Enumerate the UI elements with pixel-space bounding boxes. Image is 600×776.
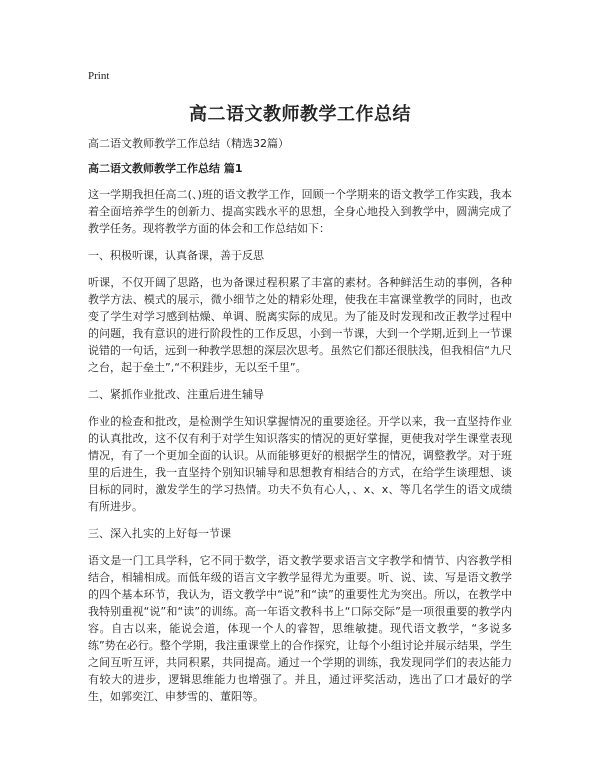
print-link[interactable]: Print	[88, 70, 110, 82]
heading-homework: 二、紧抓作业批改、注重后进生辅导	[88, 388, 264, 401]
paragraph-lessons: 语文是一门工具学科，它不同于数学，语文教学要求语言文字教学和情节、内容教学相结合，相辅相成。而低年级的语言文字教学显得尤为重要。听、说、读、写是语文教学的四个基本环节，我认为，语文教学中“说”和“读”的重要性尤为突出。所以，在教学中我特别重视“说”和“读”的训练。高一年语文教科书上“口际交际”是一项很重要的教学内容。自古以来，能说会道，体现一个人的睿智，思维敏捷。现代语文教学，“多说多练”势在必行。整个学期，我注重课堂上的合作探究，让每个小组讨论并展示结果，学生之间互听互评，共同积累，共同提高。通过一个学期的训练，我发现同学们的表达能力有较大的进步，逻辑思维能力也增强了。并且，通过评奖活动，选出了口才最好的学生，如郭奕江、申梦雪的、董阳等。	[88, 554, 512, 703]
section-title: 高二语文教师教学工作总结 篇1	[88, 162, 243, 175]
document-body	[88, 135, 512, 715]
intro-paragraph: 这一学期我担任高二(、)班的语文教学工作，回顾一个学期来的语文教学工作实践，我本着全面培养学生的创新力、提高实践水平的思想，全身心地投入到教学中，圆满完成了教学任务。现将教学方面的体会和工作总结如下：	[88, 188, 512, 235]
paragraph-listening: 听课，不仅开阔了思路，也为备课过程积累了丰富的素材。各种鲜活生动的事例，各种教学方法、模式的展示，微小细节之处的精彩处理，使我在丰富课堂教学的同时，也改变了学生对学习感到枯燥、单调、脱离实际的成见。为了能及时发现和改正教学过程中的问题，我有意识的进行阶段性的工作反思，小到一节课，大到一个学期,近到上一节课说错的一句话，远到一种教学思想的深层次思考。虽然它们都还很肤浅，但我相信“九尺之台，起于垒土”,“不积跬步，无以至千里”。	[88, 276, 512, 374]
document-subtitle: 高二语文教师教学工作总结（精选32篇）	[88, 137, 289, 150]
document-title: 高二语文教师教学工作总结	[189, 104, 411, 125]
heading-lessons: 三、深入扎实的上好每一节课	[88, 527, 231, 540]
heading-listening: 一、积极听课，认真备课，善于反思	[88, 249, 264, 262]
paragraph-homework: 作业的检查和批改，是检测学生知识掌握情况的重要途径。开学以来，我一直坚持作业的认真批改，这不仅有利于对学生知识落实的情况的更好掌握，更使我对学生课堂表现情况，有了一个更加全面的认识。从而能够更好的根据学生的情况，调整教学。对于班里的后进生，我一直坚持个别知识辅导和思想教育相结合的方式，在给学生谈理想、谈目标的同时，激发学生的学习热情。功夫不负有心人，、x、x、等几名学生的语文成绩有所进步。	[88, 415, 512, 513]
